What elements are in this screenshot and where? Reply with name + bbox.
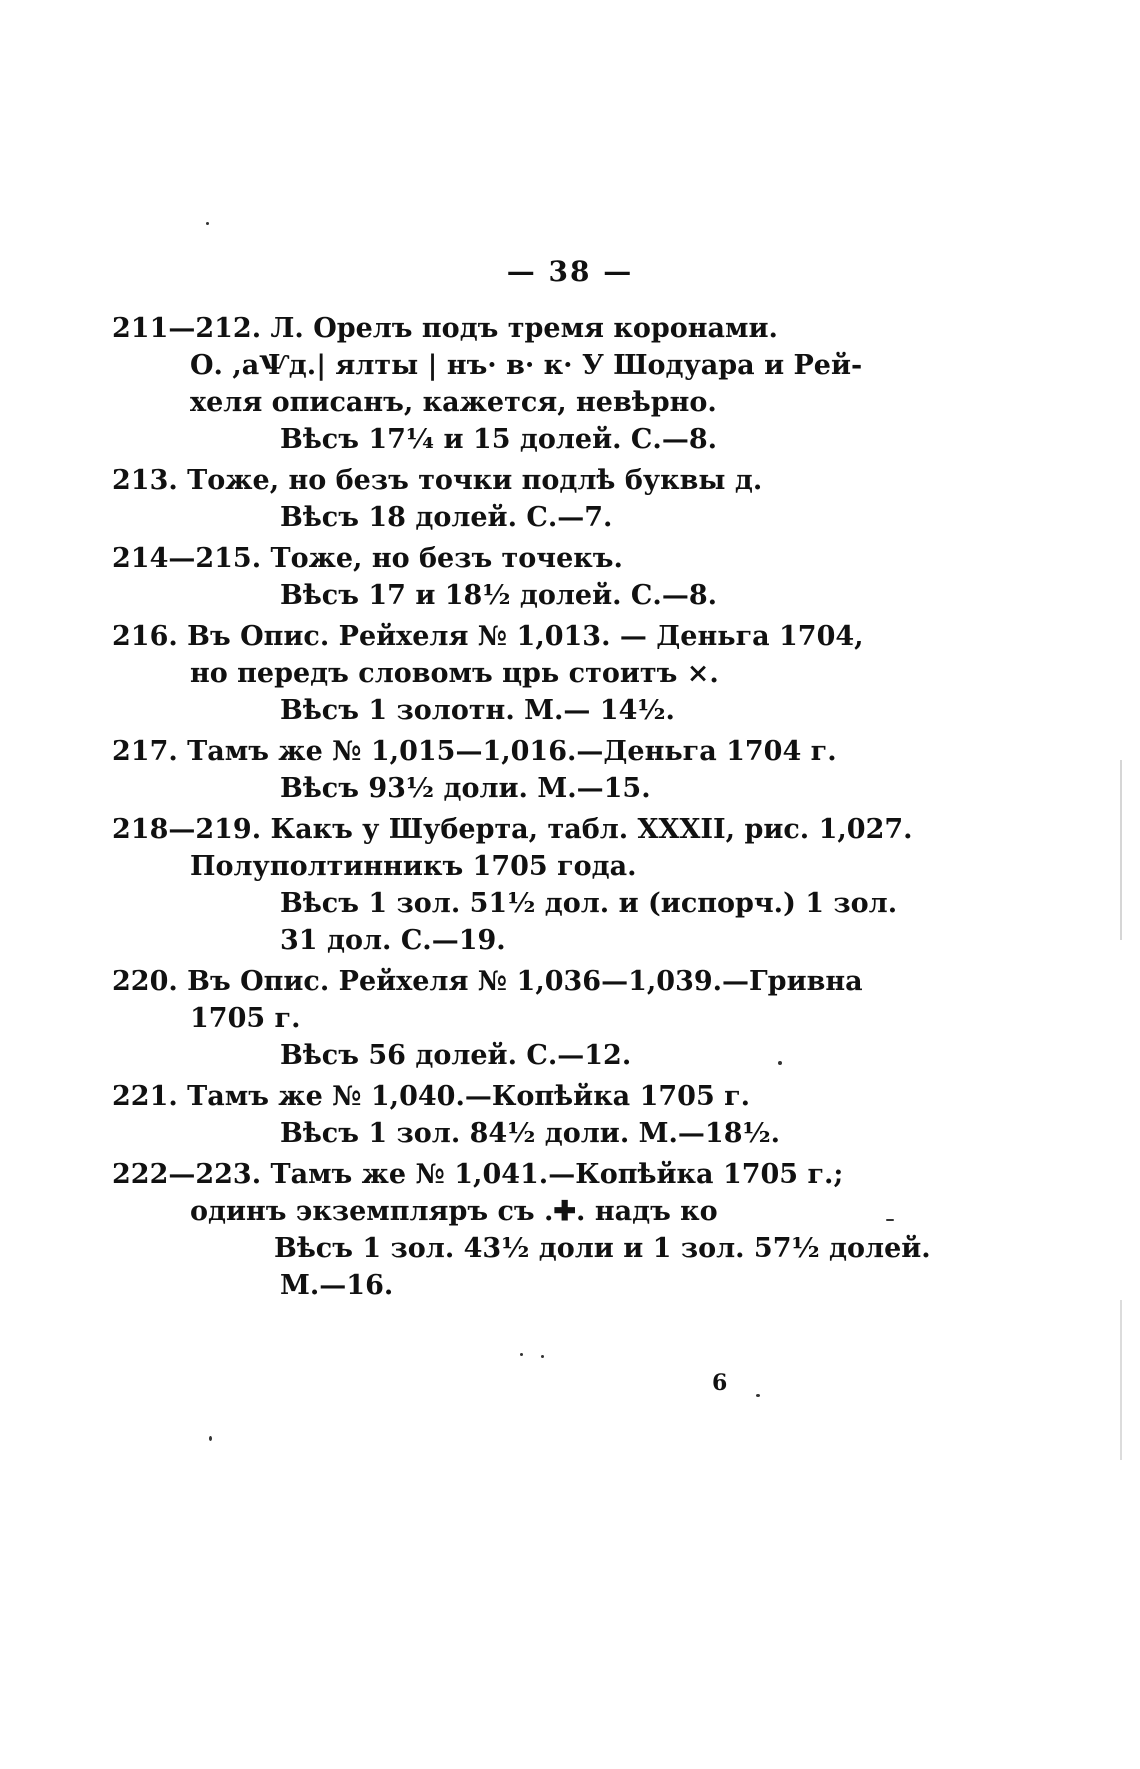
entry-weight-cont: М.—16. xyxy=(280,1270,394,1301)
entry-weight-cont: 31 дол. С.—19. xyxy=(280,925,506,956)
entry-weight: Вѣсъ 1 зол. 84½ доли. М.—18½. xyxy=(280,1118,781,1149)
catalog-entries xyxy=(112,310,931,1308)
ink-speck xyxy=(886,1219,894,1221)
entry-text: О. ,аѰд.| ялты | нъ· в· к· У Шодуара и Рей- xyxy=(190,350,863,381)
entry-heading: 218—219. Какъ у Шуберта, табл. XXXII, рис. 1,027. xyxy=(112,814,913,845)
scan-edge-line xyxy=(1120,760,1122,940)
entry-weight: Вѣсъ 18 долей. С.—7. xyxy=(280,502,613,533)
entry-text: хеля описанъ, кажется, невѣрно. xyxy=(190,387,717,418)
entry-heading: 221. Тамъ же № 1,040.—Копѣйка 1705 г. xyxy=(112,1081,751,1112)
entry-weight: Вѣсъ 17¼ и 15 долей. С.—8. xyxy=(280,424,718,455)
entry-heading: 222—223. Тамъ же № 1,041.—Копѣйка 1705 г.; xyxy=(112,1159,844,1190)
scan-edge-line xyxy=(1120,1300,1122,1460)
entry-220 xyxy=(112,963,863,1074)
ink-speck xyxy=(209,1436,212,1441)
entry-weight: Вѣсъ 56 долей. С.—12. xyxy=(280,1040,632,1071)
entry-weight: Вѣсъ 17 и 18½ долей. С.—8. xyxy=(280,580,718,611)
entry-213 xyxy=(112,462,812,536)
entry-weight: Вѣсъ 93½ доли. М.—15. xyxy=(280,773,651,804)
ink-speck xyxy=(541,1355,544,1358)
entry-text: Полуполтинникъ 1705 года. xyxy=(190,851,637,882)
entry-text: но передъ словомъ црь стоитъ ×. xyxy=(190,658,719,689)
signature-mark: 6 xyxy=(712,1370,728,1396)
entry-weight: Вѣсъ 1 зол. 43½ доли и 1 зол. 57½ долей. xyxy=(274,1233,931,1264)
page-number: — 38 — xyxy=(506,255,634,288)
entry-heading: 217. Тамъ же № 1,015—1,016.—Деньга 1704 г. xyxy=(112,736,837,767)
ink-speck xyxy=(206,222,209,225)
entry-211-212 xyxy=(112,310,863,458)
entry-weight: Вѣсъ 1 зол. 51½ дол. и (испорч.) 1 зол. xyxy=(280,888,898,919)
ink-speck xyxy=(778,1061,782,1065)
entry-weight: Вѣсъ 1 золотн. М.— 14½. xyxy=(280,695,675,726)
entry-text: одинъ экземпляръ съ .✚. надъ ко xyxy=(190,1196,718,1227)
entry-heading: 213. Тоже, но безъ точки подлѣ буквы д. xyxy=(112,465,763,496)
entry-heading: 211—212. Л. Орелъ подъ тремя коронами. xyxy=(112,313,778,344)
ink-speck xyxy=(756,1394,760,1397)
entry-217 xyxy=(112,733,837,807)
entry-214-215 xyxy=(112,540,812,614)
entry-heading: 220. Въ Опис. Рейхеля № 1,036—1,039.—Гривна xyxy=(112,966,863,997)
entry-216 xyxy=(112,618,864,729)
entry-221 xyxy=(112,1078,812,1152)
ink-speck xyxy=(520,1353,523,1356)
entry-text: 1705 г. xyxy=(190,1003,301,1034)
entry-heading: 216. Въ Опис. Рейхеля № 1,013. — Деньга 1704, xyxy=(112,621,864,652)
entry-218-219 xyxy=(112,811,913,959)
entry-heading: 214—215. Тоже, но безъ точекъ. xyxy=(112,543,623,574)
entry-222-223 xyxy=(112,1156,931,1304)
